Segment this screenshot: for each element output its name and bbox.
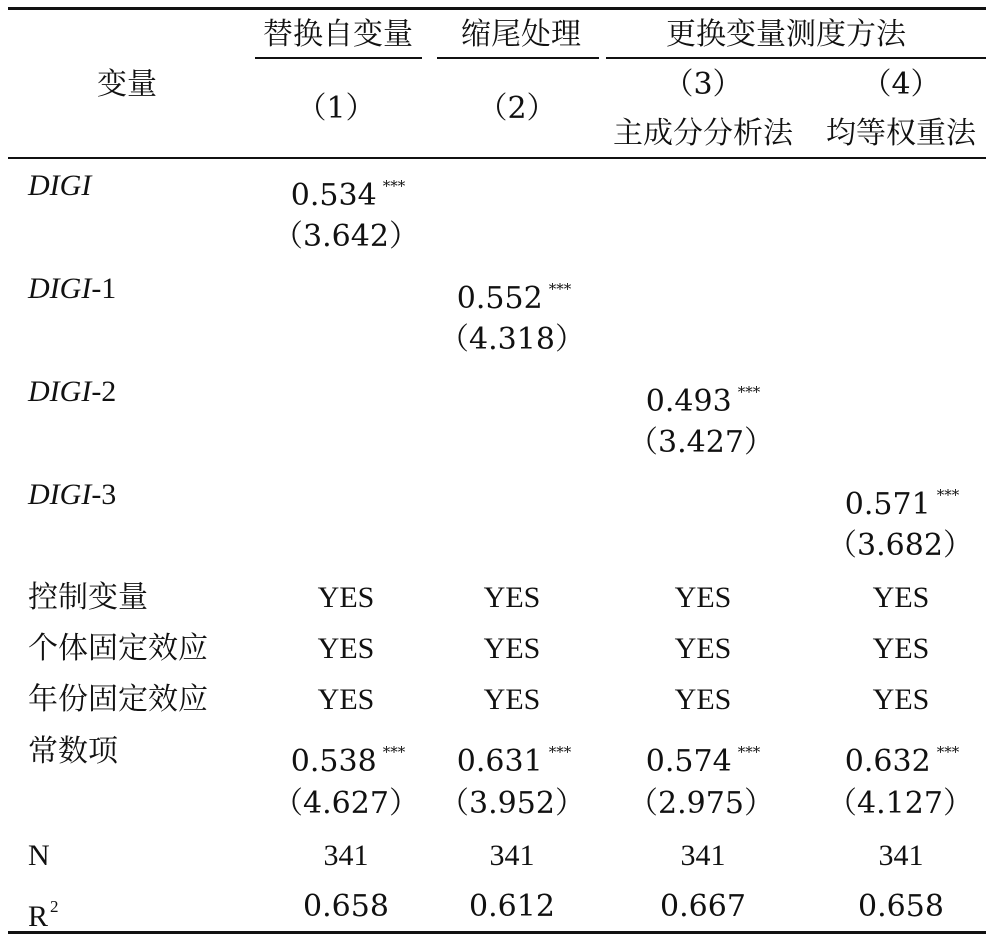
coef-value: 0.538 (290, 744, 377, 779)
coef-value: 0.493 (645, 384, 732, 419)
t-digi: （3.642） (273, 219, 419, 254)
t-digi-2: （3.427） (628, 425, 774, 460)
controls-value-3: YES (674, 581, 732, 614)
r-squared-base: R (28, 900, 49, 933)
controls-value-1: YES (317, 581, 375, 614)
digi-suffix: -3 (91, 478, 117, 511)
group-label-1: 替换自变量 (263, 17, 413, 52)
t-digi-1: （4.318） (439, 322, 585, 357)
coef-digi-1 (457, 271, 571, 317)
digi-suffix: -2 (91, 375, 117, 408)
individual-fe-value-2: YES (483, 632, 541, 665)
year-fe-value-2: YES (483, 683, 541, 716)
coef-value: 0.534 (290, 178, 377, 213)
r2-value-4: 0.658 (858, 889, 944, 924)
digi-name: DIGI (28, 272, 92, 305)
constant-coef-3 (646, 734, 760, 780)
significance-stars: *** (737, 743, 761, 761)
col-number-4: （4） (861, 67, 941, 102)
digi-name: DIGI (28, 478, 92, 511)
row-label-digi-1 (28, 271, 116, 307)
constant-coef-1 (291, 734, 405, 780)
group-underline-1 (255, 57, 422, 59)
year-fe-value-4: YES (872, 683, 930, 716)
individual-fe-value-4: YES (872, 632, 930, 665)
row-label-digi-2 (28, 374, 116, 410)
digi-name: DIGI (28, 169, 92, 202)
row-label-year-fe: 年份固定效应 (28, 682, 208, 717)
top-rule (8, 7, 986, 10)
r-squared-exponent: 2 (50, 897, 59, 916)
group-label-2: 缩尾处理 (461, 17, 581, 52)
constant-t-2: （3.952） (439, 786, 585, 821)
bottom-rule (8, 931, 986, 934)
controls-value-2: YES (483, 581, 541, 614)
individual-fe-value-3: YES (674, 632, 732, 665)
digi-suffix: -1 (91, 272, 117, 305)
constant-t-3: （2.975） (628, 786, 774, 821)
header-variable: 变量 (97, 67, 157, 102)
significance-stars: *** (936, 743, 960, 761)
significance-stars: *** (548, 743, 572, 761)
r2-value-3: 0.667 (660, 889, 746, 924)
row-label-constant: 常数项 (28, 734, 118, 769)
method-label-3: 主成分分析法 (613, 116, 793, 151)
individual-fe-value-1: YES (317, 632, 375, 665)
header-bottom-rule (8, 157, 986, 159)
row-label-r-squared (28, 889, 59, 935)
coef-value: 0.632 (844, 744, 931, 779)
digi-name: DIGI (28, 375, 92, 408)
n-value-4: 341 (878, 839, 924, 872)
significance-stars: *** (737, 383, 761, 401)
constant-t-1: （4.627） (273, 786, 419, 821)
t-digi-3: （3.682） (827, 528, 973, 563)
col-number-2: （2） (477, 91, 557, 126)
coef-value: 0.631 (456, 744, 543, 779)
col-number-1: （1） (296, 91, 376, 126)
group-label-3: 更换变量测度方法 (666, 17, 906, 52)
n-value-2: 341 (489, 839, 535, 872)
row-label-digi-3 (28, 477, 116, 513)
coef-digi-2 (646, 374, 760, 420)
year-fe-value-1: YES (317, 683, 375, 716)
group-underline-2 (437, 57, 599, 59)
group-underline-3 (606, 57, 986, 59)
r2-value-1: 0.658 (303, 889, 389, 924)
constant-coef-2 (457, 734, 571, 780)
row-label-individual-fe: 个体固定效应 (28, 631, 208, 666)
significance-stars: *** (382, 177, 406, 195)
coef-value: 0.574 (645, 744, 732, 779)
significance-stars: *** (382, 743, 406, 761)
method-label-4: 均等权重法 (826, 116, 976, 151)
r2-value-2: 0.612 (469, 889, 555, 924)
significance-stars: *** (548, 280, 572, 298)
year-fe-value-3: YES (674, 683, 732, 716)
n-value-3: 341 (680, 839, 726, 872)
coef-digi (291, 168, 405, 214)
row-label-n: N (28, 839, 50, 872)
col-number-3: （3） (663, 67, 743, 102)
coef-value: 0.552 (456, 281, 543, 316)
coef-value: 0.571 (844, 487, 931, 522)
row-label-controls: 控制变量 (28, 580, 148, 615)
constant-t-4: （4.127） (827, 786, 973, 821)
row-label-digi (28, 168, 91, 204)
controls-value-4: YES (872, 581, 930, 614)
constant-coef-4 (845, 734, 959, 780)
coef-digi-3 (845, 477, 959, 523)
n-value-1: 341 (323, 839, 369, 872)
significance-stars: *** (936, 486, 960, 504)
